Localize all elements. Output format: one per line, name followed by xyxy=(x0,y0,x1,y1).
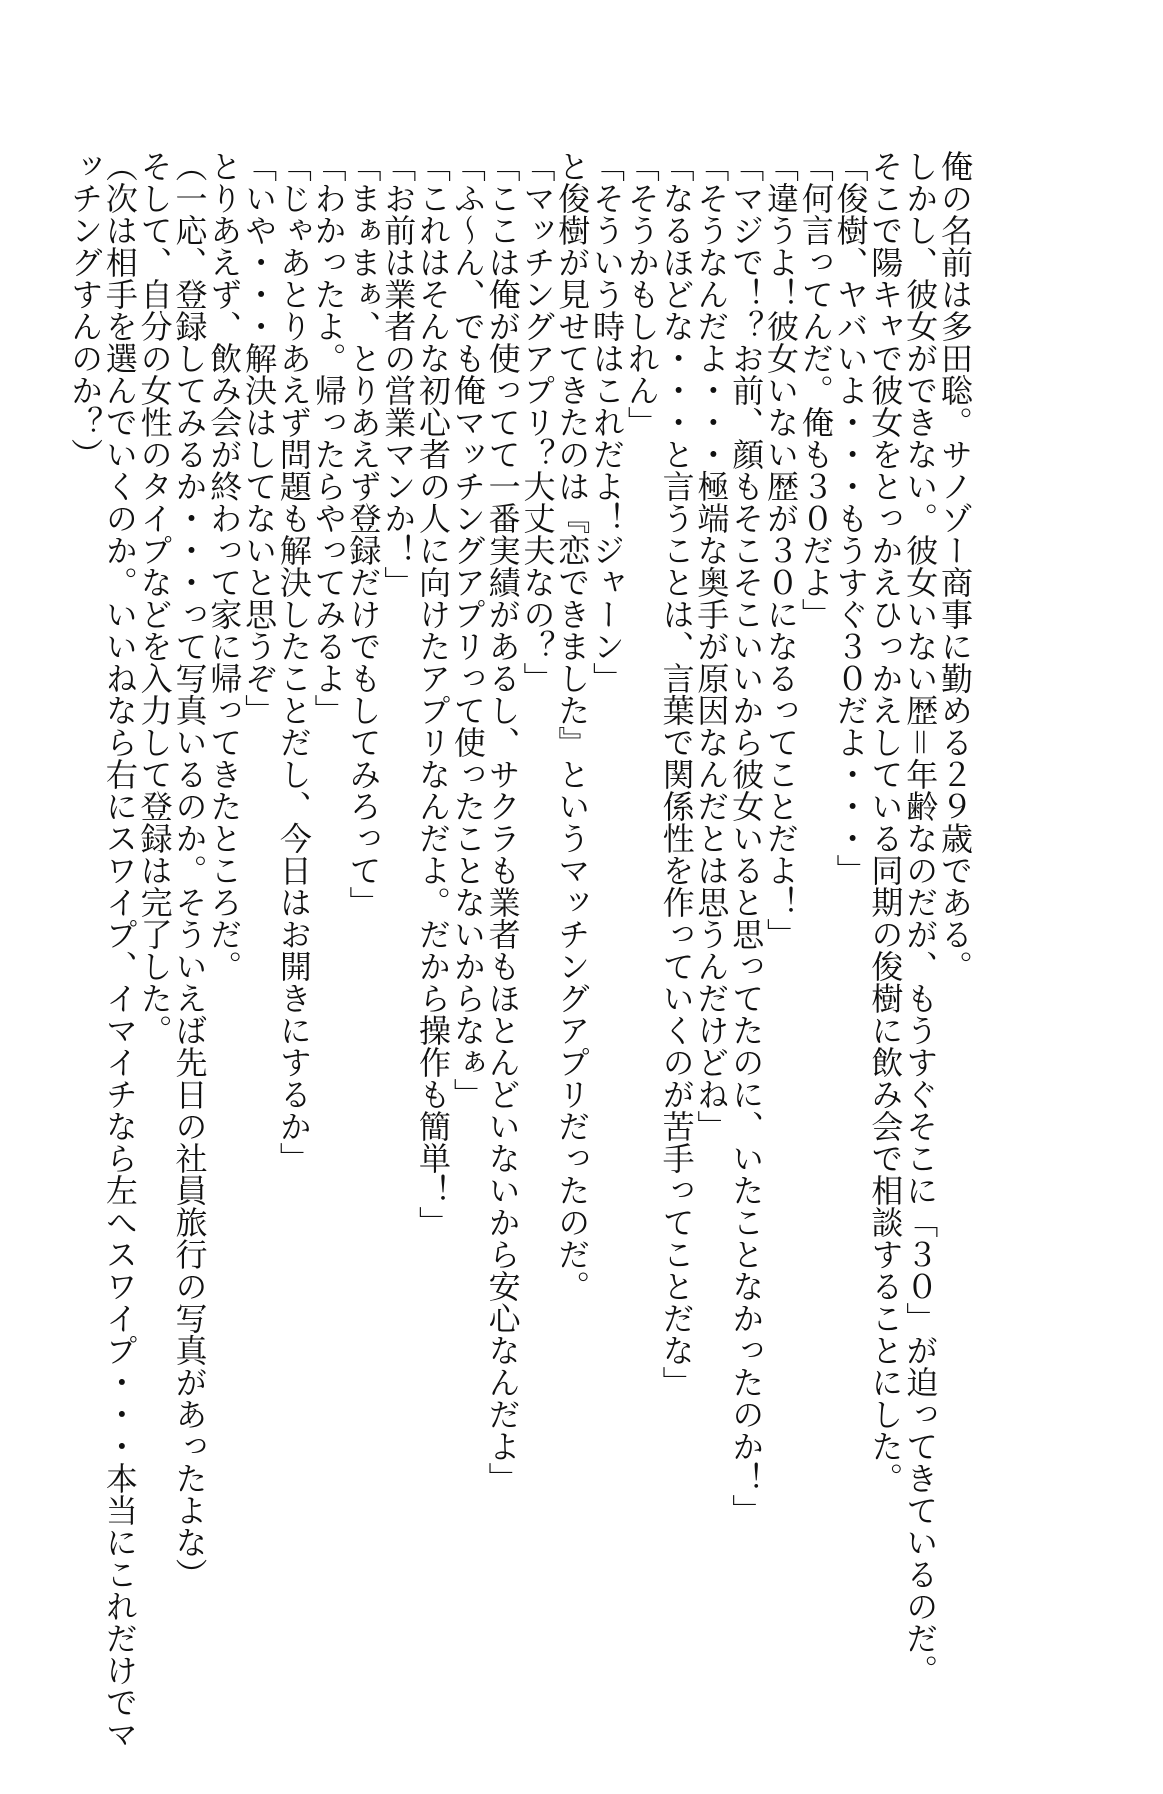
text-column: 「ここは俺が使ってて一番実績があるし、サクラも業者もほとんどいないから安心なんだよ」 xyxy=(483,150,522,1494)
vertical-text-body xyxy=(66,150,974,1750)
text-column: 「マジで！？お前、顔もそこそこいいから彼女いると思ってたのに、いたことなかったのか！」 xyxy=(727,150,766,1526)
text-column: 「いや・・・解決はしてないと思うぞ」 xyxy=(240,150,279,726)
text-column: 「なるほどな・・・と言うことは、言葉で関係性を作っていくのが苦手ってことだな」 xyxy=(657,150,696,1398)
text-column: 「何言ってんだ。俺も３０だよ」 xyxy=(796,150,835,630)
text-column: 「ふ～ん、でも俺マッチングアプリって使ったことないからなぁ」 xyxy=(448,150,487,1110)
text-column: と俊樹が見せてきたのは『恋できました』というマッチングアプリだったのだ。 xyxy=(553,150,592,1302)
text-column: 「お前は業者の営業マンか！」 xyxy=(379,150,418,598)
text-column: 「わかったよ。帰ったらやってみるよ」 xyxy=(309,150,348,726)
text-column: 「これはそんな初心者の人に向けたアプリなんだよ。だから操作も簡単！」 xyxy=(414,150,453,1238)
text-column: 「俊樹、ヤバいよ・・・もうすぐ３０だよ・・・」 xyxy=(831,150,870,886)
text-column: とりあえず、飲み会が終わって家に帰ってきたところだ。 xyxy=(205,150,244,982)
text-column: 「そうかもしれん」 xyxy=(622,150,661,438)
text-column: 俺の名前は多田聡。サノゾー商事に勤める２９歳である。 xyxy=(936,150,974,982)
text-column: （次は相手を選んでいくのか。いいねなら右にスワイプ、イマイチなら左へスワイプ・・・本当にこれだけでマ xyxy=(100,150,139,1750)
text-column: ッチングすんのか？） xyxy=(66,150,105,470)
text-column: そして、自分の女性のタイプなどを入力して登録は完了した。 xyxy=(135,150,174,1046)
text-column: 「まぁまぁ、とりあえず登録だけでもしてみろって」 xyxy=(344,150,383,918)
text-column: 「違うよ！彼女いない歴が３０になるってことだよ！」 xyxy=(762,150,801,950)
text-column: 「じゃあとりあえず問題も解決したことだし、今日はお開きにするか」 xyxy=(274,150,313,1174)
text-column: 「そうなんだよ・・・極端な奥手が原因なんだとは思うんだけどね」 xyxy=(692,150,731,1142)
text-column: 「そういう時はこれだよ！ジャーン」 xyxy=(588,150,627,694)
text-column: そこで陽キャで彼女をとっかえひっかえしている同期の俊樹に飲み会で相談することにした。 xyxy=(866,150,905,1494)
text-column: 「マッチングアプリ？大丈夫なの？」 xyxy=(518,150,557,694)
text-column: （一応、登録してみるか・・・って写真いるのか。そういえば先日の社員旅行の写真があったよな） xyxy=(170,150,209,1590)
text-column: しかし、彼女ができない。彼女いない歴＝年齢なのだが、もうすぐそこに「３０」が迫ってきているのだ。 xyxy=(901,150,940,1686)
